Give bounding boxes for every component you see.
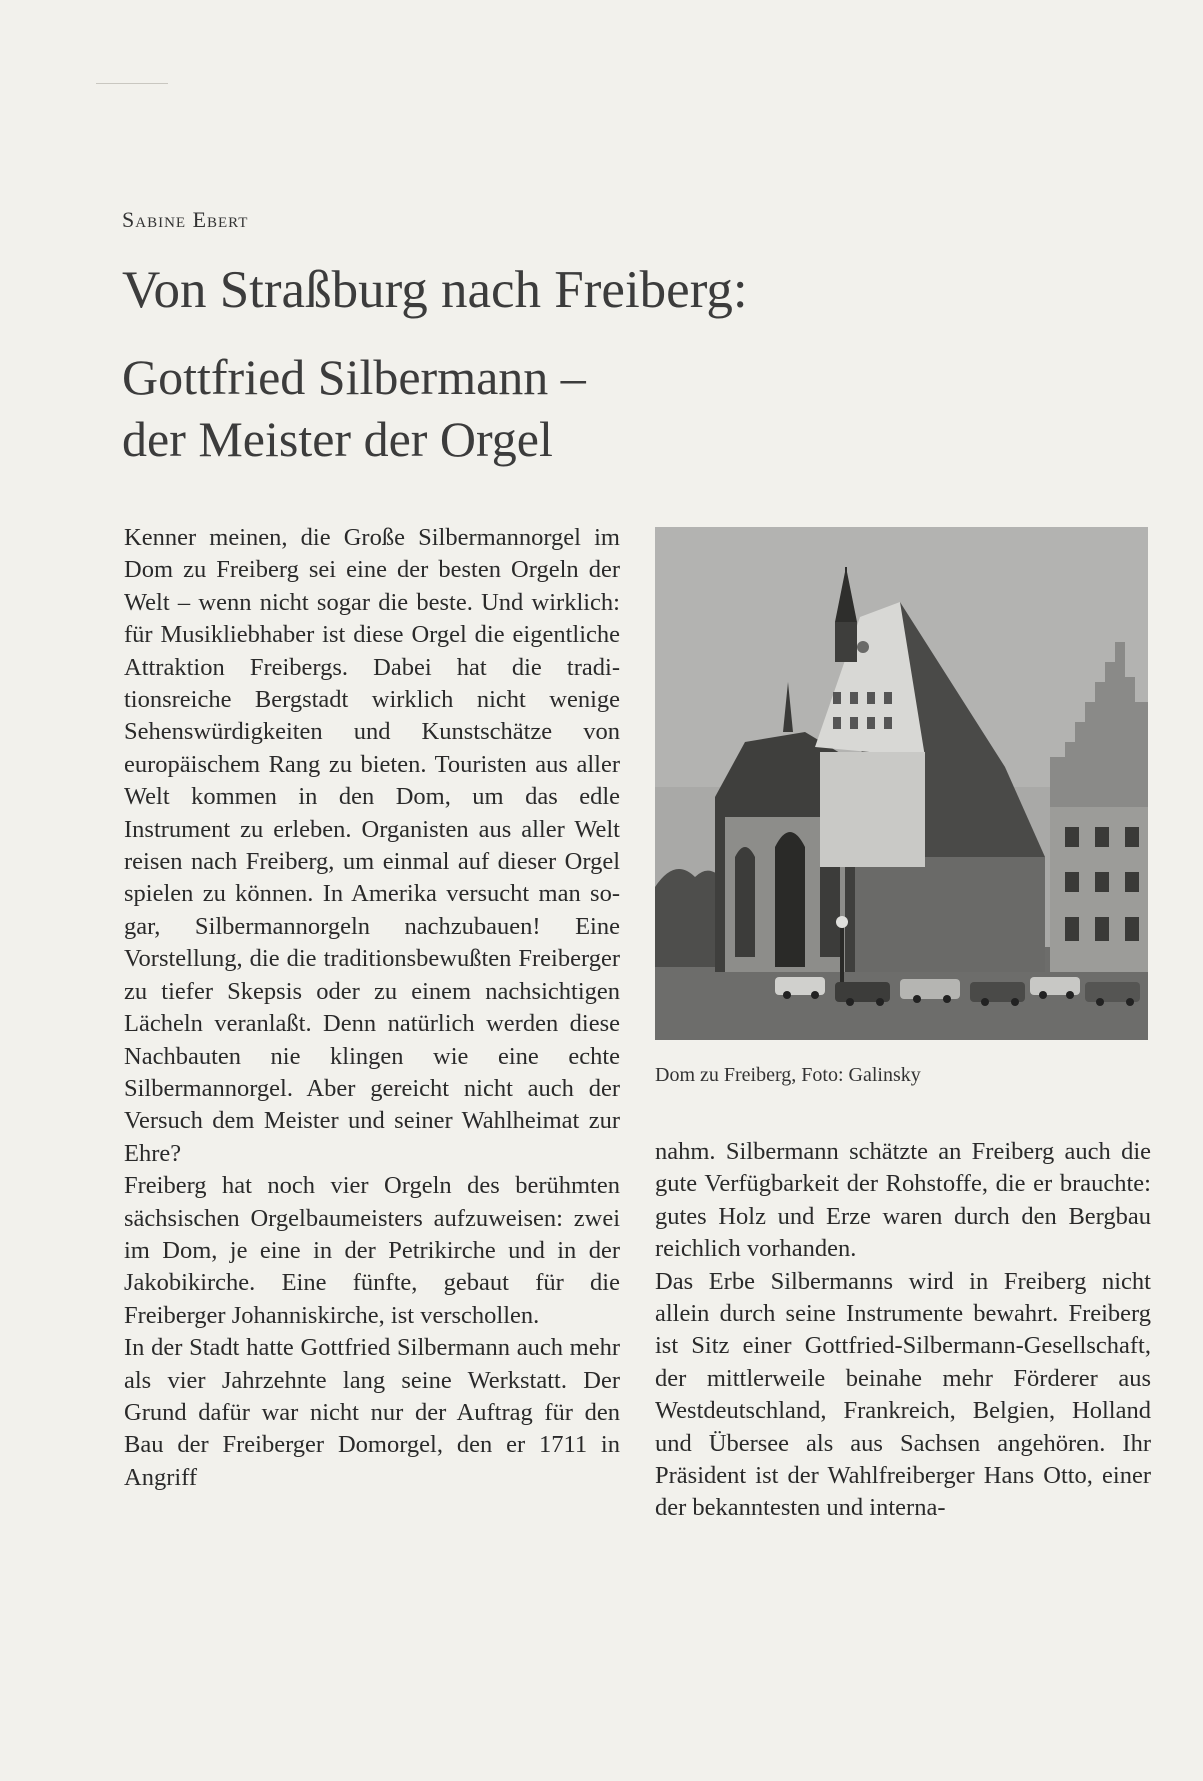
paragraph: Das Erbe Silbermanns wird in Freiberg nicht allein durch seine Instrumente bewahrt. Freiberg ist Sitz einer Gottfried-Silbermann-Gesellschaft, der mittlerweile beinahe mehr Förderer aus Westdeutschland, Frankreich, Belgien, Holland und Übersee als aus Sachsen angehören. Ihr Präsident ist der Wahlfreiberger Hans Otto, einer der bekanntesten und interna- [655, 1267, 1151, 1522]
cathedral-photo-illustration [655, 527, 1148, 1040]
left-column [124, 522, 620, 1494]
paragraph: nahm. Silbermann schätzte an Freiberg auch die gute Verfügbarkeit der Rohstoffe, die er brauchte: gutes Holz und Erze waren durch den Bergbau reichlich vorhanden. [655, 1138, 1151, 1263]
paragraph: In der Stadt hatte Gottfried Silbermann auch mehr als vier Jahrzehnte lang seine Werkstatt. Der Grund dafür war nicht nur der Auftrag für den Bau der Freiberger Domorgel, den er 1711 in Angriff [124, 1334, 620, 1491]
subtitle-line-1: Gottfried Silbermann – [122, 349, 586, 405]
cathedral-photo [655, 527, 1148, 1040]
author-name: Sabine Ebert [122, 207, 249, 232]
paragraph: Freiberg hat noch vier Orgeln des berühmten sächsischen Orgelbaumeisters aufzuweisen: zwei im Dom, je eine in der Petrikirche und in der Jakobikirche. Eine fünfte, gebaut für die Freiberger Johanniskirche, ist verschollen. [124, 1172, 620, 1329]
right-column [655, 1136, 1151, 1525]
subtitle-line-2: der Meister der Orgel [122, 411, 553, 467]
paragraph: Kenner meinen, die Große Silbermannorgel im Dom zu Freiberg sei eine der besten Orgeln der Welt – wenn nicht sogar die beste. Und wirklich: für Musikliebhaber ist diese Orgel die eigentliche Attraktion Freibergs. Dabei hat die traditionsreiche Bergstadt wirklich nicht wenige Sehenswürdigkeiten und Kunstschätze von europäischem Rang zu bieten. Touristen aus aller Welt kommen in den Dom, um das edle Instrument zu erleben. Organisten aus aller Welt reisen nach Freiberg, um einmal auf dieser Orgel spielen zu können. In Amerika versucht man sogar, Silbermannorgeln nachzubauen! Eine Vorstellung, die die traditionsbewußten Freiberger zu tiefer Skepsis oder zu einem nachsichtigen Lächeln veranlaßt. Denn natürlich werden diese Nachbauten nie klingen wie eine echte Silbermannorgel. Aber gereicht nicht auch der Versuch dem Meister und seiner Wahlheimat zur Ehre? [124, 524, 620, 1167]
article-subtitle [122, 346, 822, 470]
article-title: Von Straßburg nach Freiberg: [122, 261, 748, 319]
photo-caption: Dom zu Freiberg, Foto: Galinsky [655, 1064, 921, 1086]
page-rule [96, 83, 168, 84]
